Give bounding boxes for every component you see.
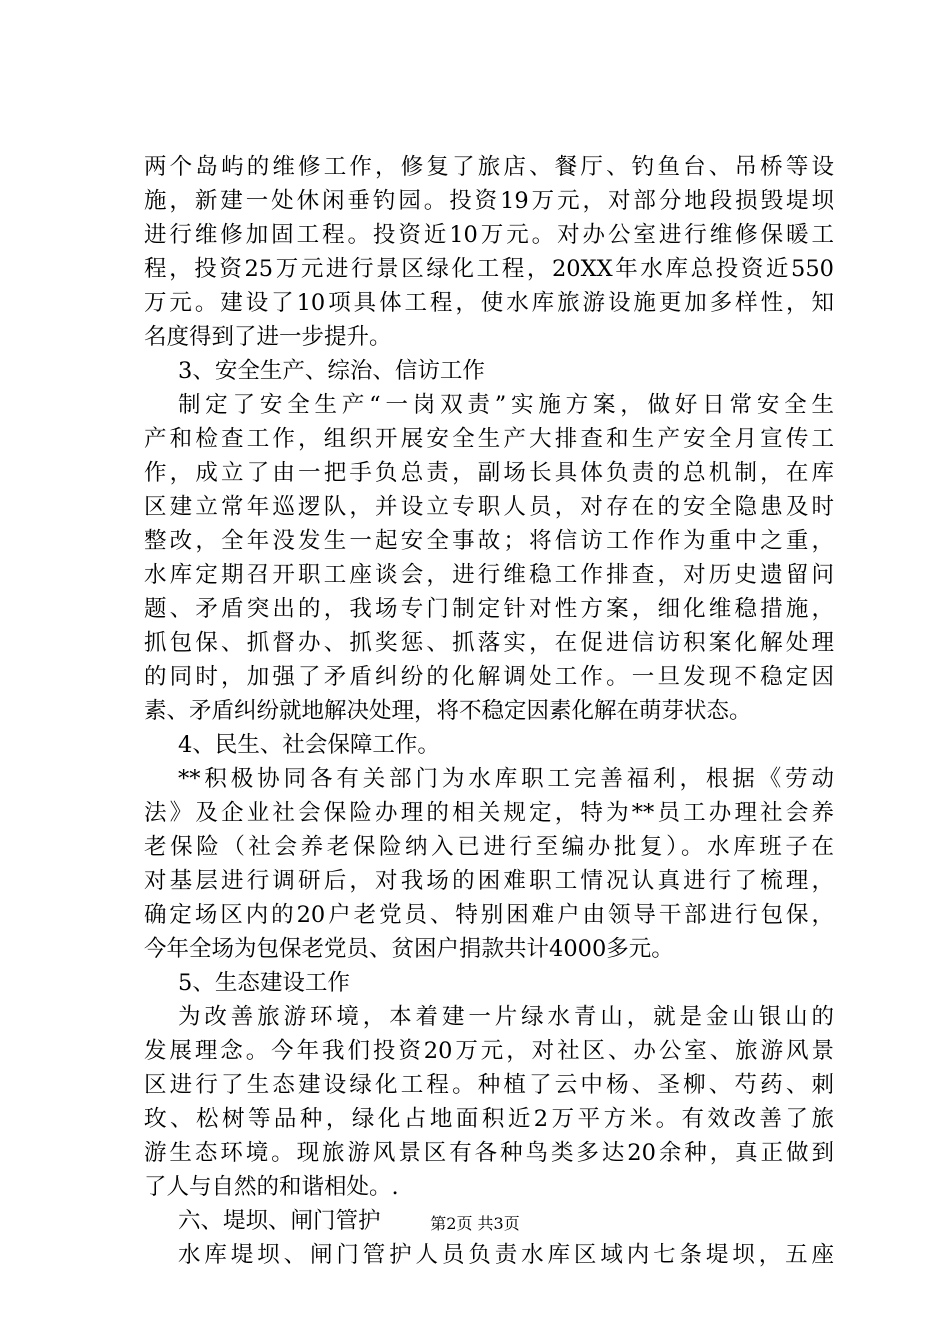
document-body [144, 150, 834, 1272]
text-line: 4、民生、社会保障工作。 [178, 732, 440, 758]
text-line: 区进行了生态建设绿化工程。种植了云中杨、圣柳、芍药、刺 [144, 1072, 834, 1098]
text-line: 水库堤坝、闸门管护人员负责水库区域内七条堤坝，五座 [178, 1242, 834, 1268]
text-line: 素、矛盾纠纷就地解决处理，将不稳定因素化解在萌芽状态。 [144, 698, 752, 724]
text-line: 六、堤坝、闸门管护 [178, 1208, 381, 1234]
page-footer: 第2页 共3页 [430, 1214, 520, 1233]
text-line: 确定场区内的20户老党员、特别困难户由领导干部进行包保， [144, 902, 834, 928]
text-line: **积极协同各有关部门为水库职工完善福利，根据《劳动 [178, 766, 834, 792]
text-line: 游生态环境。现旅游风景区有各种鸟类多达20余种，真正做到 [144, 1140, 834, 1166]
text-line: 两个岛屿的维修工作，修复了旅店、餐厅、钓鱼台、吊桥等设 [144, 154, 834, 180]
text-line: 抓包保、抓督办、抓奖惩、抓落实，在促进信访积案化解处理 [144, 630, 834, 656]
text-line: 题、矛盾突出的，我场专门制定针对性方案，细化维稳措施， [144, 596, 834, 622]
text-line: 名度得到了进一步提升。 [144, 324, 392, 350]
text-line: 5、生态建设工作 [178, 970, 350, 996]
text-line: 施，新建一处休闲垂钓园。投资19万元，对部分地段损毁堤坝 [144, 188, 834, 214]
text-line: 3、安全生产、综治、信访工作 [178, 358, 485, 384]
text-line: 玫、松树等品种，绿化占地面积近2万平方米。有效改善了旅 [144, 1106, 834, 1132]
text-line: 产和检查工作，组织开展安全生产大排查和生产安全月宣传工 [144, 426, 834, 452]
text-line: 为改善旅游环境，本着建一片绿水青山，就是金山银山的 [178, 1004, 834, 1030]
text-line: 对基层进行调研后，对我场的困难职工情况认真进行了梳理， [144, 868, 834, 894]
text-line: 万元。建设了10项具体工程，使水库旅游设施更加多样性，知 [144, 290, 834, 316]
text-line: 今年全场为包保老党员、贫困户捐款共计4000多元。 [144, 936, 674, 962]
text-line: 老保险（社会养老保险纳入已进行至编办批复）。水库班子在 [144, 834, 834, 860]
text-line: 法》及企业社会保险办理的相关规定，特为**员工办理社会养 [144, 800, 834, 826]
text-line: 整改，全年没发生一起安全事故；将信访工作作为重中之重， [144, 528, 834, 554]
text-line: 区建立常年巡逻队，并设立专职人员，对存在的安全隐患及时 [144, 494, 834, 520]
text-line: 了人与自然的和谐相处。. [144, 1174, 399, 1200]
text-line: 制定了安全生产“一岗双责”实施方案，做好日常安全生 [178, 392, 834, 418]
text-line: 的同时，加强了矛盾纠纷的化解调处工作。一旦发现不稳定因 [144, 664, 834, 690]
text-line: 作，成立了由一把手负总责，副场长具体负责的总机制，在库 [144, 460, 834, 486]
text-line: 进行维修加固工程。投资近10万元。对办公室进行维修保暖工 [144, 222, 834, 248]
text-line: 水库定期召开职工座谈会，进行维稳工作排查，对历史遗留问 [144, 562, 834, 588]
text-line: 程，投资25万元进行景区绿化工程，20XX年水库总投资近550 [144, 256, 834, 282]
text-line: 发展理念。今年我们投资20万元，对社区、办公室、旅游风景 [144, 1038, 834, 1064]
